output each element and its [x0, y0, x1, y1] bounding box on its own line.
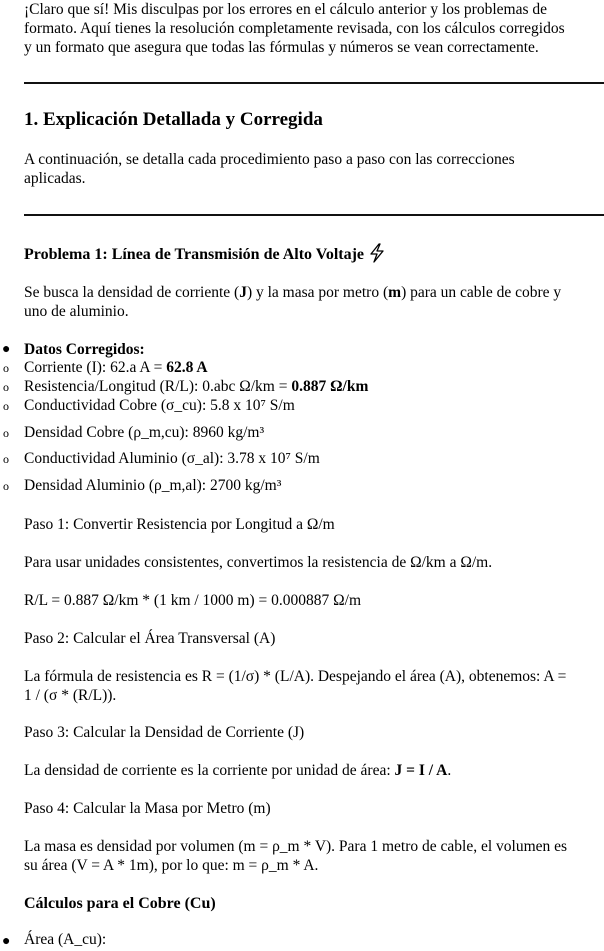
step3-title: Paso 3: Calcular la Densidad de Corriente (J)	[24, 724, 305, 741]
data-item-dens-al: Densidad Aluminio (ρ_m,al): 2700 kg/m³	[24, 477, 282, 494]
step3-text-prefix: La densidad de corriente es la corriente por unidad de área:	[24, 762, 395, 779]
desc-text: ) y la masa por metro (	[246, 284, 389, 301]
bullet-disc: ●	[2, 342, 11, 357]
data-item-corriente	[24, 358, 600, 377]
step3-text-suffix: .	[447, 762, 452, 779]
copper-area-item: Área (A_cu):	[24, 931, 107, 948]
step2-line-2: 1 / (σ * (R/L)).	[24, 687, 117, 704]
problem-title	[24, 243, 600, 268]
step2-line-1: La fórmula de resistencia es R = (1/σ) * (L/A). Despejando el área (A), obtenemos: A =	[24, 668, 567, 685]
divider	[24, 82, 604, 84]
step1-formula: R/L = 0.887 Ω/km * (1 km / 1000 m) = 0.000887 Ω/m	[24, 592, 362, 609]
section-desc-line-2: aplicadas.	[24, 170, 86, 187]
section-desc-line-1: A continuación, se detalla cada procedimiento paso a paso con las correcciones	[24, 151, 515, 168]
intro-line-1: ¡Claro que sí! Mis disculpas por los errores en el cálculo anterior y los problemas de	[24, 1, 547, 18]
copper-title: Cálculos para el Cobre (Cu)	[24, 895, 216, 912]
data-item-cond-cu: Conductividad Cobre (σ_cu): 5.8 x 10⁷ S/m	[24, 397, 295, 414]
step1-title: Paso 1: Convertir Resistencia por Longitud a Ω/m	[24, 516, 335, 533]
intro-line-3: y un formato que asegura que todas las fórmulas y números se vean correctamente.	[24, 39, 539, 56]
data-item-label: Resistencia/Longitud (R/L): 0.abc Ω/km =	[24, 378, 292, 395]
bullet-circle: o	[3, 399, 9, 413]
problem-desc-line-1	[24, 283, 600, 302]
desc-text: ) para un cable de cobre y	[401, 284, 562, 301]
step3-formula: J = I / A	[394, 762, 448, 779]
problem-desc-line-2: uno de aluminio.	[24, 303, 129, 320]
step4-line-2: su área (V = A * 1m), por lo que: m = ρ_m * A.	[24, 857, 319, 874]
step2-title: Paso 2: Calcular el Área Transversal (A)	[24, 630, 276, 647]
data-item-value: 0.887 Ω/km	[291, 378, 369, 395]
bullet-disc: ●	[2, 934, 11, 949]
intro-line-2: formato. Aquí tienes la resolución completamente revisada, con los cálculos corregidos	[24, 20, 565, 37]
data-item-cond-al: Conductividad Aluminio (σ_al): 3.78 x 10⁷ S/m	[24, 450, 320, 467]
lightning-icon	[368, 243, 386, 268]
data-item-label: Corriente (I): 62.a A =	[24, 359, 167, 376]
desc-m-symbol: m	[388, 284, 402, 301]
divider	[24, 214, 604, 216]
data-item-resistencia	[24, 377, 600, 396]
section-title: 1. Explicación Detallada y Corregida	[24, 109, 323, 130]
desc-j-symbol: J	[239, 284, 247, 301]
data-item-value: 62.8 A	[166, 359, 208, 376]
problem-title-text: Problema 1: Línea de Transmisión de Alto Voltaje	[24, 246, 365, 263]
step3-text	[24, 761, 600, 780]
desc-text: Se busca la densidad de corriente (	[24, 284, 240, 301]
step1-text: Para usar unidades consistentes, convertimos la resistencia de Ω/km a Ω/m.	[24, 554, 493, 571]
data-heading: Datos Corregidos:	[24, 341, 145, 358]
data-item-dens-cu: Densidad Cobre (ρ_m,cu): 8960 kg/m³	[24, 424, 265, 441]
bullet-circle: o	[3, 426, 9, 440]
step4-title: Paso 4: Calcular la Masa por Metro (m)	[24, 800, 271, 817]
step4-line-1: La masa es densidad por volumen (m = ρ_m * V). Para 1 metro de cable, el volumen es	[24, 838, 568, 855]
bullet-circle: o	[3, 380, 9, 394]
bullet-circle: o	[3, 479, 9, 493]
bullet-circle: o	[3, 452, 9, 466]
bullet-circle: o	[3, 361, 9, 375]
